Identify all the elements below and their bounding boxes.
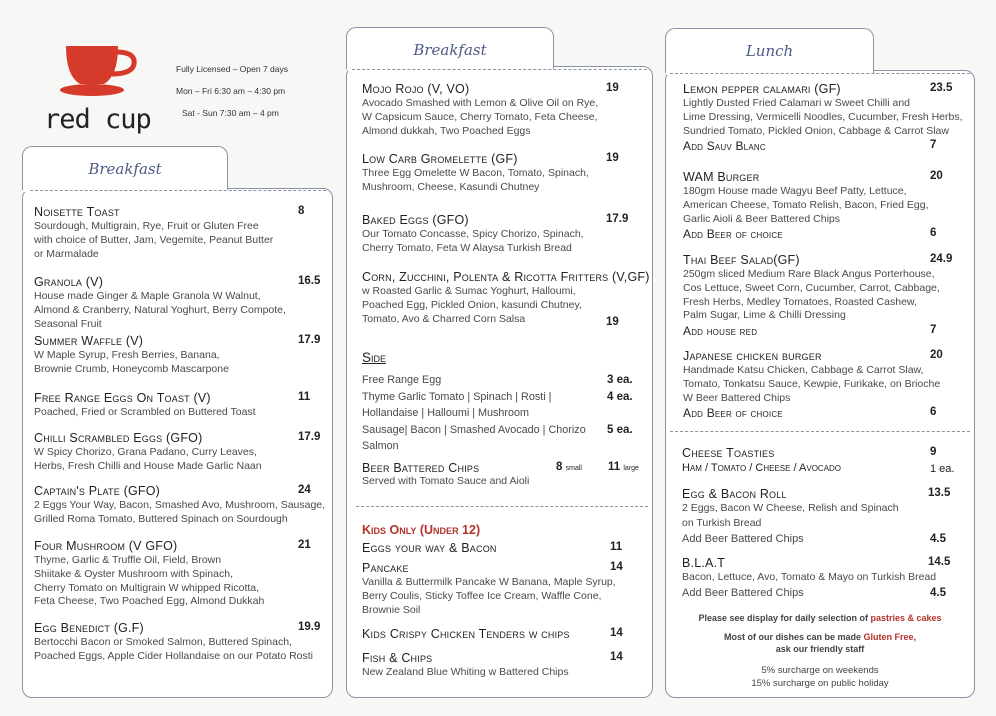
left-breakfast-tab bbox=[22, 146, 228, 190]
right-lunch-tab bbox=[665, 28, 874, 73]
brand-name: red cup bbox=[44, 104, 151, 135]
item-name: Chilli Scrambled Eggs (GFO) bbox=[34, 431, 203, 445]
item-name: Lemon pepper calamari (GF) bbox=[683, 82, 841, 96]
item-name: Captain's Plate (GFO) bbox=[34, 484, 160, 498]
item-desc-line: Handmade Katsu Chicken, Cabbage & Carrot Slaw, bbox=[683, 364, 924, 376]
item-price: 11 bbox=[298, 391, 311, 403]
item-desc-line: Sundried Tomato, Pickled Onion, Cabbage & Carrot Slaw bbox=[683, 124, 949, 137]
item-addon: Add Beer Battered Chips bbox=[682, 587, 804, 599]
weekend-hours: Sat - Sun 7:30 am – 4 pm bbox=[182, 108, 279, 118]
item-desc-line: House made Ginger & Maple Granola W Walnut, bbox=[34, 290, 261, 302]
item-desc-line: Bertocchi Bacon or Smoked Salmon, Buttered Spinach, bbox=[34, 636, 292, 648]
item-desc-line: W Capsicum Sauce, Cherry Tomato, Feta Cheese, bbox=[362, 110, 598, 123]
item-desc-line: W Spicy Chorizo, Grana Padano, Curry Leaves, bbox=[34, 446, 257, 458]
surcharge-weekend: 5% surcharge on weekends bbox=[761, 665, 879, 676]
item-price: 24.9 bbox=[930, 253, 953, 265]
divider bbox=[352, 69, 647, 70]
item-price: 24 bbox=[298, 484, 311, 496]
item-price: 16.5 bbox=[298, 275, 321, 287]
gf-note: Most of our dishes can be made Gluten Free, ask our friendly staff bbox=[723, 632, 917, 654]
item-desc-line: Thyme, Garlic & Truffle Oil, Field, Brown bbox=[34, 554, 222, 566]
item-desc-line: Tomato, Tonkatsu Sauce, Kewpie, Furikake, on Brioche bbox=[683, 377, 941, 390]
item-desc-line: on Turkish Bread bbox=[682, 517, 762, 529]
side-row-text: Thyme Garlic Tomato | Spinach | Rosti | bbox=[362, 391, 552, 403]
item-addon: Add Sauv Blanc bbox=[683, 139, 766, 154]
item-desc-line: W Maple Syrup, Fresh Berries, Banana, bbox=[34, 349, 220, 361]
item-name: WAM Burger bbox=[683, 170, 760, 184]
item-desc-line: Bacon, Lettuce, Avo, Tomato & Mayo on Turkish Bread bbox=[682, 571, 937, 583]
item-name: Low Carb Gromelette (GF) bbox=[362, 152, 518, 166]
item-desc-line: W Beer Battered Chips bbox=[683, 391, 791, 404]
item-desc-line: Brownie Soil bbox=[362, 603, 421, 616]
item-desc-line: or Marmalade bbox=[34, 247, 99, 260]
middle-breakfast-tab bbox=[346, 27, 554, 69]
item-desc-line: 2 Eggs, Bacon W Cheese, Relish and Spinach bbox=[682, 502, 899, 514]
toasties-name: Cheese Toasties bbox=[682, 446, 775, 460]
item-desc-line: Cherry Tomato on Multigrain W whipped Ricotta, bbox=[34, 581, 260, 594]
item-desc-line: Lime Dressing, Vermicelli Noodles, Cucumber, Fresh Herbs, bbox=[683, 110, 963, 123]
toasties-price: 9 bbox=[930, 446, 937, 458]
item-name: Egg & Bacon Roll bbox=[682, 487, 787, 501]
section-title: Lunch bbox=[745, 42, 794, 60]
item-desc-line: Cherry Tomato, Feta W Alaysa Turkish Bread bbox=[362, 241, 572, 254]
kids-title: Kids Only (Under 12) bbox=[362, 523, 481, 537]
item-price: 20 bbox=[930, 170, 943, 182]
item-desc-line: Three Egg Omelette W Bacon, Tomato, Spinach, bbox=[362, 167, 589, 179]
divider bbox=[356, 506, 648, 507]
red-cup-icon bbox=[58, 42, 142, 100]
item-name: Corn, Zucchini, Polenta & Ricotta Fritters (V,GF) bbox=[362, 270, 650, 284]
chips-desc: Served with Tomato Sauce and Aioli bbox=[362, 475, 530, 487]
item-name: Egg Benedict (G.F) bbox=[34, 621, 144, 635]
item-addon-price: 7 bbox=[930, 324, 937, 337]
item-addon: Add Beer of choice bbox=[683, 406, 783, 421]
item-price: 20 bbox=[930, 349, 943, 361]
divider bbox=[30, 190, 326, 191]
item-name: Japanese chicken burger bbox=[683, 349, 822, 363]
side-row-text: Sausage| Bacon | Smashed Avocado | Chorizo bbox=[362, 424, 586, 436]
item-desc-line: Berry Coulis, Sticky Toffee Ice Cream, Waffle Cone, bbox=[362, 589, 602, 602]
item-desc-line: 180gm House made Wagyu Beef Patty, Lettuce, bbox=[683, 185, 907, 197]
item-name: Thai Beef Salad(GF) bbox=[683, 253, 800, 267]
item-desc-line: New Zealand Blue Whiting w Battered Chips bbox=[362, 666, 569, 678]
item-name: Baked Eggs (GFO) bbox=[362, 213, 469, 227]
item-desc-line: Seasonal Fruit bbox=[34, 317, 102, 330]
item-desc-line: w Roasted Garlic & Sumac Yoghurt, Halloumi, bbox=[362, 285, 576, 297]
divider bbox=[670, 73, 970, 74]
item-desc-line: with choice of Butter, Jam, Vegemite, Peanut Butter bbox=[34, 233, 274, 246]
item-desc-line: 2 Eggs Your Way, Bacon, Smashed Avo, Mushroom, Sausage, bbox=[34, 499, 326, 511]
side-row-price: 3 ea. bbox=[607, 374, 633, 386]
item-desc-line: Poached Egg, Pickled Onion, kasundi Chutney, bbox=[362, 298, 582, 311]
item-price: 17.9 bbox=[298, 334, 321, 346]
display-note: Please see display for daily selection of pastries & cakes bbox=[698, 613, 942, 623]
item-desc-line: Tomato, Avo & Charred Corn Salsa bbox=[362, 312, 526, 325]
item-addon: Add Beer Battered Chips bbox=[682, 533, 804, 545]
item-price: 14 bbox=[610, 651, 623, 663]
item-desc-line: Lightly Dusted Fried Calamari w Sweet Chilli and bbox=[683, 97, 911, 109]
weekday-hours: Mon – Fri 6:30 am – 4:30 pm bbox=[176, 86, 286, 96]
side-row-text: Salmon bbox=[362, 440, 399, 452]
item-addon-price: 7 bbox=[930, 139, 937, 152]
item-name: Eggs your way & Bacon bbox=[362, 541, 497, 555]
toasties-sub-price: 1 ea. bbox=[930, 463, 955, 475]
chips-name: Beer Battered Chips bbox=[362, 461, 480, 475]
item-desc-line: Poached Eggs, Apple Cider Hollandaise on our Potato Rosti bbox=[34, 649, 314, 662]
item-price: 17.9 bbox=[606, 213, 629, 225]
chips-large-price: 11 large bbox=[608, 461, 639, 473]
item-addon-price: 4.5 bbox=[930, 533, 946, 545]
item-name: B.L.A.T bbox=[682, 556, 726, 570]
item-price: 19 bbox=[606, 152, 619, 164]
item-price: 14.5 bbox=[928, 556, 951, 568]
item-desc-line: Almond & Cranberry, Natural Yoghurt, Berry Compote, bbox=[34, 303, 286, 316]
item-desc-line: Feta Cheese, Two Poached Egg, Almond Dukkah bbox=[34, 595, 265, 608]
item-addon-price: 6 bbox=[930, 227, 937, 240]
item-price: 21 bbox=[298, 539, 311, 551]
item-desc-line: Sourdough, Multigrain, Rye, Fruit or Gluten Free bbox=[34, 220, 259, 232]
item-price: 23.5 bbox=[930, 82, 953, 94]
item-addon-price: 6 bbox=[930, 406, 937, 419]
item-desc-line: American Cheese, Tomato Relish, Bacon, Fried Egg, bbox=[683, 198, 929, 211]
item-price: 19 bbox=[606, 316, 619, 328]
item-name: Granola (V) bbox=[34, 275, 104, 289]
item-addon: Add Beer of choice bbox=[683, 227, 783, 242]
item-name: Summer Waffle (V) bbox=[34, 334, 144, 348]
item-desc-line: Vanilla & Buttermilk Pancake W Banana, Maple Syrup, bbox=[362, 576, 616, 588]
item-desc-line: Mushroom, Cheese, Kasundi Chutney bbox=[362, 180, 540, 193]
item-price: 14 bbox=[610, 561, 623, 573]
item-desc-line: Grilled Roma Tomato, Buttered Spinach on Sourdough bbox=[34, 512, 288, 525]
side-row-price: 5 ea. bbox=[607, 424, 633, 436]
item-name: Free Range Eggs On Toast (V) bbox=[34, 391, 211, 405]
side-row-price: 4 ea. bbox=[607, 391, 633, 403]
item-desc-line: Poached, Fried or Scrambled on Buttered Toast bbox=[34, 406, 256, 418]
item-desc-line: 250gm sliced Medium Rare Black Angus Porterhouse, bbox=[683, 268, 935, 280]
item-addon-price: 4.5 bbox=[930, 587, 946, 599]
item-name: Fish & Chips bbox=[362, 651, 433, 665]
side-row-text: Free Range Egg bbox=[362, 374, 442, 386]
item-desc-line: Garlic Aioli & Beer Battered Chips bbox=[683, 212, 840, 225]
toasties-sub: Ham / Tomato / Cheese / Avocado bbox=[682, 462, 842, 474]
side-title: Side bbox=[362, 350, 387, 365]
item-desc-line: Cos Lettuce, Sweet Corn, Cucumber, Carrot, Cabbage, bbox=[683, 281, 940, 294]
item-name: Mojo Rojo (V, VO) bbox=[362, 82, 470, 96]
item-desc-line: Almond dukkah, Two Poached Eggs bbox=[362, 124, 531, 137]
item-price: 17.9 bbox=[298, 431, 321, 443]
section-title: Breakfast bbox=[88, 160, 162, 178]
item-name: Noisette Toast bbox=[34, 205, 120, 219]
opening-info bbox=[172, 58, 288, 124]
item-desc-line: Palm Sugar, Lime & Chilli Dressing bbox=[683, 309, 846, 322]
item-price: 19.9 bbox=[298, 621, 321, 633]
item-name: Pancake bbox=[362, 561, 409, 575]
item-price: 19 bbox=[606, 82, 619, 94]
item-price: 11 bbox=[610, 541, 623, 553]
item-addon: Add house red bbox=[683, 324, 758, 339]
surcharge-holiday: 15% surcharge on public holiday bbox=[751, 678, 889, 689]
licence-line: Fully Licensed – Open 7 days bbox=[176, 64, 288, 74]
item-name: Kids Crispy Chicken Tenders w chips bbox=[362, 627, 570, 641]
item-price: 13.5 bbox=[928, 487, 951, 499]
item-desc-line: Herbs, Fresh Chilli and House Made Garlic Naan bbox=[34, 459, 262, 472]
divider bbox=[670, 431, 970, 432]
chips-small-price: 8 small bbox=[556, 461, 582, 473]
side-row-text: Hollandaise | Halloumi | Mushroom bbox=[362, 407, 530, 419]
item-price: 14 bbox=[610, 627, 623, 639]
item-desc-line: Avocado Smashed with Lemon & Olive Oil on Rye, bbox=[362, 97, 599, 109]
item-name: Four Mushroom (V GFO) bbox=[34, 539, 178, 553]
item-price: 8 bbox=[298, 205, 305, 217]
item-desc-line: Fresh Herbs, Medley Tomatoes, Roasted Cashew, bbox=[683, 295, 917, 308]
item-desc-line: Our Tomato Concasse, Spicy Chorizo, Spinach, bbox=[362, 228, 584, 240]
item-desc-line: Brownie Crumb, Honeycomb Mascarpone bbox=[34, 362, 229, 375]
section-title: Breakfast bbox=[413, 41, 487, 59]
item-desc-line: Shiitake & Oyster Mushroom with Spinach, bbox=[34, 567, 233, 580]
